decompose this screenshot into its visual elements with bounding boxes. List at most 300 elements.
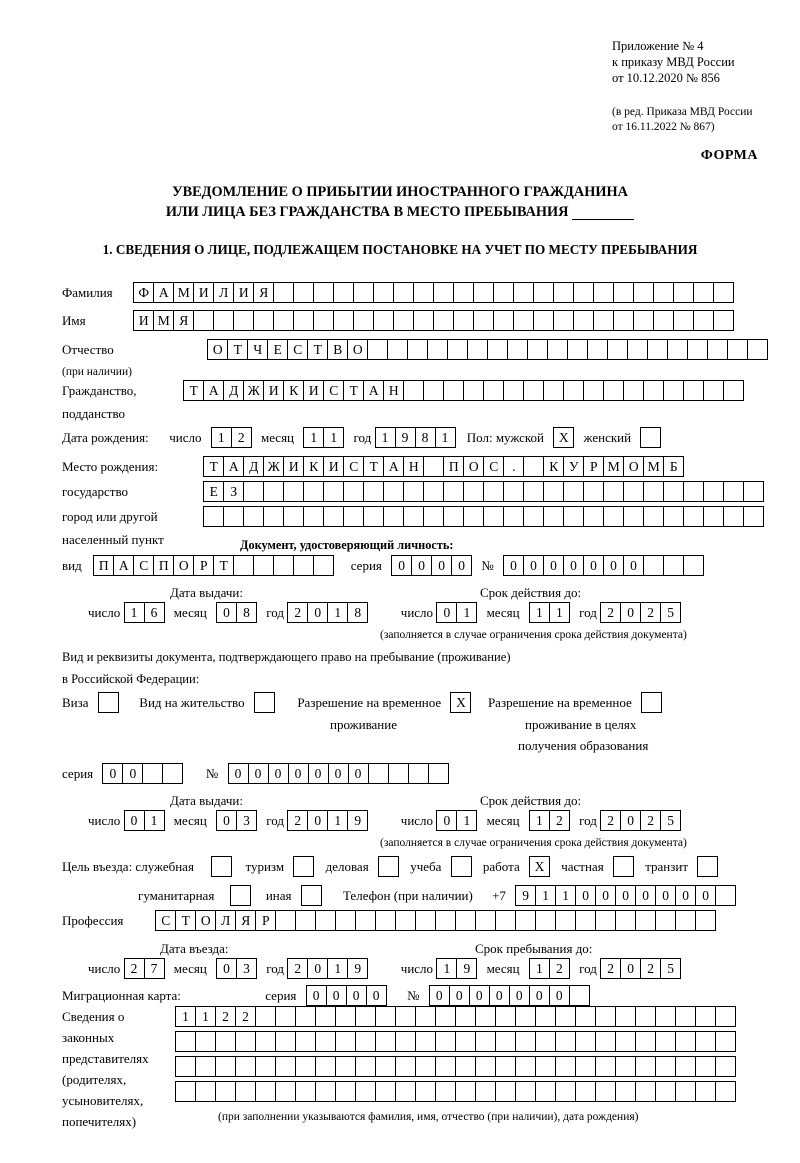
char-cell[interactable] xyxy=(475,910,496,931)
char-cell[interactable]: 2 xyxy=(640,958,661,979)
char-cell[interactable]: О xyxy=(173,555,194,576)
char-cell[interactable] xyxy=(563,506,584,527)
char-cell[interactable]: 9 xyxy=(395,427,416,448)
char-cell[interactable]: Ж xyxy=(243,380,264,401)
char-cell[interactable] xyxy=(315,1081,336,1102)
char-cell[interactable] xyxy=(473,282,494,303)
char-cell[interactable]: М xyxy=(603,456,624,477)
char-cell[interactable] xyxy=(555,1081,576,1102)
char-cell[interactable] xyxy=(408,763,429,784)
temp-residence-checkbox[interactable]: Х xyxy=(450,692,471,713)
char-cell[interactable] xyxy=(427,339,448,360)
char-cell[interactable] xyxy=(295,1031,316,1052)
char-cell[interactable] xyxy=(595,1081,616,1102)
char-cell[interactable] xyxy=(463,481,484,502)
char-cell[interactable] xyxy=(593,310,614,331)
char-cell[interactable]: Д xyxy=(223,380,244,401)
char-cell[interactable]: М xyxy=(643,456,664,477)
char-cell[interactable] xyxy=(523,506,544,527)
char-cell[interactable]: 9 xyxy=(347,810,368,831)
char-cell[interactable] xyxy=(293,282,314,303)
char-cell[interactable]: М xyxy=(153,310,174,331)
char-cell[interactable]: Ж xyxy=(263,456,284,477)
char-cell[interactable]: Я xyxy=(173,310,194,331)
char-cell[interactable] xyxy=(655,1081,676,1102)
char-cell[interactable]: С xyxy=(133,555,154,576)
char-cell[interactable] xyxy=(403,481,424,502)
char-cell[interactable]: А xyxy=(383,456,404,477)
char-cell[interactable] xyxy=(388,763,409,784)
sex-male-checkbox[interactable]: Х xyxy=(553,427,574,448)
char-cell[interactable]: 0 xyxy=(102,763,123,784)
char-cell[interactable]: 0 xyxy=(595,885,616,906)
char-cell[interactable] xyxy=(335,1031,356,1052)
char-cell[interactable] xyxy=(583,506,604,527)
char-cell[interactable]: Б xyxy=(663,456,684,477)
char-cell[interactable]: 0 xyxy=(216,958,237,979)
char-cell[interactable]: 1 xyxy=(211,427,232,448)
char-cell[interactable]: Т xyxy=(227,339,248,360)
char-cell[interactable]: Я xyxy=(235,910,256,931)
char-cell[interactable] xyxy=(575,1031,596,1052)
char-cell[interactable] xyxy=(655,910,676,931)
char-cell[interactable] xyxy=(595,1031,616,1052)
char-cell[interactable] xyxy=(695,1031,716,1052)
char-cell[interactable] xyxy=(303,481,324,502)
char-cell[interactable] xyxy=(203,506,224,527)
char-cell[interactable] xyxy=(375,1006,396,1027)
char-cell[interactable]: 0 xyxy=(307,810,328,831)
char-cell[interactable] xyxy=(403,506,424,527)
until-year-input[interactable] xyxy=(600,958,681,979)
char-cell[interactable]: Т xyxy=(183,380,204,401)
char-cell[interactable]: 2 xyxy=(600,602,621,623)
stay-issue-month-input[interactable] xyxy=(216,810,257,831)
char-cell[interactable] xyxy=(663,506,684,527)
char-cell[interactable] xyxy=(675,1006,696,1027)
char-cell[interactable] xyxy=(543,481,564,502)
char-cell[interactable]: 5 xyxy=(660,602,681,623)
char-cell[interactable] xyxy=(373,282,394,303)
char-cell[interactable] xyxy=(175,1056,196,1077)
char-cell[interactable]: 7 xyxy=(144,958,165,979)
char-cell[interactable]: 2 xyxy=(287,958,308,979)
char-cell[interactable]: Л xyxy=(213,282,234,303)
char-cell[interactable] xyxy=(335,1081,356,1102)
until-day-input[interactable] xyxy=(436,958,477,979)
char-cell[interactable]: 2 xyxy=(549,958,570,979)
char-cell[interactable] xyxy=(555,1056,576,1077)
char-cell[interactable] xyxy=(575,1081,596,1102)
char-cell[interactable] xyxy=(513,282,534,303)
char-cell[interactable]: Р xyxy=(193,555,214,576)
char-cell[interactable] xyxy=(495,1031,516,1052)
char-cell[interactable]: 0 xyxy=(523,555,544,576)
char-cell[interactable]: 0 xyxy=(431,555,452,576)
char-cell[interactable]: 1 xyxy=(549,602,570,623)
char-cell[interactable]: 0 xyxy=(248,763,269,784)
char-cell[interactable] xyxy=(493,310,514,331)
char-cell[interactable]: Т xyxy=(203,456,224,477)
char-cell[interactable] xyxy=(363,481,384,502)
char-cell[interactable] xyxy=(275,910,296,931)
char-cell[interactable] xyxy=(355,1081,376,1102)
char-cell[interactable] xyxy=(315,910,336,931)
char-cell[interactable] xyxy=(423,456,444,477)
char-cell[interactable] xyxy=(443,380,464,401)
char-cell[interactable] xyxy=(495,1006,516,1027)
char-cell[interactable] xyxy=(655,1031,676,1052)
char-cell[interactable]: 0 xyxy=(620,810,641,831)
char-cell[interactable]: 0 xyxy=(603,555,624,576)
char-cell[interactable] xyxy=(293,555,314,576)
char-cell[interactable] xyxy=(443,481,464,502)
char-cell[interactable]: 0 xyxy=(307,958,328,979)
birthplace-input-2[interactable] xyxy=(203,481,764,502)
char-cell[interactable] xyxy=(695,1006,716,1027)
char-cell[interactable]: 2 xyxy=(287,810,308,831)
purpose-business-checkbox[interactable] xyxy=(378,856,399,877)
char-cell[interactable] xyxy=(573,310,594,331)
char-cell[interactable]: А xyxy=(113,555,134,576)
char-cell[interactable] xyxy=(295,910,316,931)
char-cell[interactable] xyxy=(483,506,504,527)
char-cell[interactable]: 0 xyxy=(216,810,237,831)
residence-permit-checkbox[interactable] xyxy=(254,692,275,713)
char-cell[interactable] xyxy=(233,555,254,576)
char-cell[interactable] xyxy=(683,555,704,576)
doc-type-input[interactable] xyxy=(93,555,334,576)
char-cell[interactable] xyxy=(635,1081,656,1102)
char-cell[interactable]: 2 xyxy=(640,810,661,831)
char-cell[interactable]: 0 xyxy=(620,602,641,623)
char-cell[interactable] xyxy=(313,555,334,576)
char-cell[interactable] xyxy=(235,1081,256,1102)
char-cell[interactable] xyxy=(142,763,163,784)
char-cell[interactable] xyxy=(373,310,394,331)
char-cell[interactable] xyxy=(235,1056,256,1077)
entry-year-input[interactable] xyxy=(287,958,368,979)
char-cell[interactable] xyxy=(707,339,728,360)
char-cell[interactable]: 2 xyxy=(215,1006,236,1027)
char-cell[interactable] xyxy=(255,1056,276,1077)
char-cell[interactable] xyxy=(273,310,294,331)
char-cell[interactable] xyxy=(595,1006,616,1027)
char-cell[interactable] xyxy=(455,1006,476,1027)
char-cell[interactable]: 1 xyxy=(175,1006,196,1027)
birthplace-input-3[interactable] xyxy=(203,506,764,527)
char-cell[interactable] xyxy=(335,910,356,931)
char-cell[interactable] xyxy=(395,1081,416,1102)
doc-valid-year-input[interactable] xyxy=(600,602,681,623)
char-cell[interactable] xyxy=(555,1006,576,1027)
char-cell[interactable]: Н xyxy=(403,456,424,477)
char-cell[interactable] xyxy=(743,481,764,502)
char-cell[interactable] xyxy=(747,339,768,360)
doc-number-input[interactable] xyxy=(503,555,704,576)
char-cell[interactable] xyxy=(315,1056,336,1077)
char-cell[interactable]: И xyxy=(283,456,304,477)
char-cell[interactable]: 0 xyxy=(391,555,412,576)
char-cell[interactable] xyxy=(633,310,654,331)
char-cell[interactable] xyxy=(535,1006,556,1027)
char-cell[interactable] xyxy=(595,1056,616,1077)
char-cell[interactable] xyxy=(453,310,474,331)
char-cell[interactable] xyxy=(333,282,354,303)
char-cell[interactable]: 1 xyxy=(124,602,145,623)
representatives-input-3[interactable] xyxy=(175,1056,736,1077)
char-cell[interactable]: О xyxy=(623,456,644,477)
char-cell[interactable] xyxy=(587,339,608,360)
purpose-humanitarian-checkbox[interactable] xyxy=(230,885,251,906)
char-cell[interactable] xyxy=(543,506,564,527)
char-cell[interactable]: 0 xyxy=(216,602,237,623)
stay-valid-month-input[interactable] xyxy=(529,810,570,831)
char-cell[interactable]: А xyxy=(203,380,224,401)
char-cell[interactable] xyxy=(495,1081,516,1102)
char-cell[interactable]: 0 xyxy=(615,885,636,906)
char-cell[interactable]: П xyxy=(93,555,114,576)
char-cell[interactable] xyxy=(355,1006,376,1027)
char-cell[interactable] xyxy=(635,1031,656,1052)
stay-issue-year-input[interactable] xyxy=(287,810,368,831)
char-cell[interactable] xyxy=(243,481,264,502)
purpose-other-checkbox[interactable] xyxy=(301,885,322,906)
stay-number-input[interactable] xyxy=(228,763,449,784)
char-cell[interactable] xyxy=(675,910,696,931)
doc-valid-day-input[interactable] xyxy=(436,602,477,623)
char-cell[interactable] xyxy=(575,1056,596,1077)
char-cell[interactable] xyxy=(673,282,694,303)
char-cell[interactable] xyxy=(315,1006,336,1027)
char-cell[interactable]: 1 xyxy=(375,427,396,448)
char-cell[interactable] xyxy=(483,380,504,401)
char-cell[interactable]: 0 xyxy=(348,763,369,784)
char-cell[interactable] xyxy=(393,282,414,303)
char-cell[interactable] xyxy=(667,339,688,360)
purpose-work-checkbox[interactable]: Х xyxy=(529,856,550,877)
char-cell[interactable] xyxy=(613,282,634,303)
char-cell[interactable] xyxy=(723,506,744,527)
char-cell[interactable] xyxy=(253,310,274,331)
char-cell[interactable]: 0 xyxy=(529,985,550,1006)
char-cell[interactable] xyxy=(435,1081,456,1102)
char-cell[interactable] xyxy=(475,1081,496,1102)
char-cell[interactable] xyxy=(433,310,454,331)
citizenship-input[interactable] xyxy=(183,380,744,401)
char-cell[interactable] xyxy=(195,1081,216,1102)
char-cell[interactable] xyxy=(463,506,484,527)
char-cell[interactable] xyxy=(162,763,183,784)
char-cell[interactable]: С xyxy=(343,456,364,477)
char-cell[interactable] xyxy=(675,1081,696,1102)
char-cell[interactable] xyxy=(583,380,604,401)
char-cell[interactable]: 0 xyxy=(436,602,457,623)
char-cell[interactable]: 0 xyxy=(308,763,329,784)
char-cell[interactable] xyxy=(695,1056,716,1077)
char-cell[interactable] xyxy=(647,339,668,360)
char-cell[interactable]: О xyxy=(195,910,216,931)
char-cell[interactable] xyxy=(615,910,636,931)
char-cell[interactable]: Н xyxy=(383,380,404,401)
representatives-input-1[interactable] xyxy=(175,1006,736,1027)
char-cell[interactable] xyxy=(653,310,674,331)
char-cell[interactable]: П xyxy=(153,555,174,576)
char-cell[interactable] xyxy=(607,339,628,360)
char-cell[interactable]: И xyxy=(323,456,344,477)
char-cell[interactable] xyxy=(375,1031,396,1052)
char-cell[interactable] xyxy=(383,506,404,527)
char-cell[interactable]: У xyxy=(563,456,584,477)
char-cell[interactable]: 1 xyxy=(327,958,348,979)
phone-input[interactable] xyxy=(515,885,736,906)
char-cell[interactable] xyxy=(335,1056,356,1077)
char-cell[interactable]: И xyxy=(193,282,214,303)
char-cell[interactable] xyxy=(367,339,388,360)
char-cell[interactable]: К xyxy=(303,456,324,477)
char-cell[interactable]: О xyxy=(207,339,228,360)
char-cell[interactable] xyxy=(428,763,449,784)
char-cell[interactable] xyxy=(515,1081,536,1102)
char-cell[interactable] xyxy=(615,1056,636,1077)
char-cell[interactable]: К xyxy=(283,380,304,401)
char-cell[interactable]: Ч xyxy=(247,339,268,360)
char-cell[interactable] xyxy=(575,1006,596,1027)
char-cell[interactable] xyxy=(475,1056,496,1077)
char-cell[interactable] xyxy=(613,310,634,331)
char-cell[interactable]: 1 xyxy=(327,602,348,623)
char-cell[interactable] xyxy=(507,339,528,360)
char-cell[interactable] xyxy=(275,1056,296,1077)
char-cell[interactable] xyxy=(423,506,444,527)
char-cell[interactable] xyxy=(615,1031,636,1052)
char-cell[interactable]: 1 xyxy=(529,958,550,979)
char-cell[interactable] xyxy=(395,1056,416,1077)
char-cell[interactable] xyxy=(703,481,724,502)
char-cell[interactable]: 0 xyxy=(326,985,347,1006)
char-cell[interactable] xyxy=(435,1006,456,1027)
char-cell[interactable] xyxy=(215,1081,236,1102)
char-cell[interactable] xyxy=(255,1006,276,1027)
char-cell[interactable] xyxy=(635,1006,656,1027)
visa-checkbox[interactable] xyxy=(98,692,119,713)
char-cell[interactable] xyxy=(233,310,254,331)
char-cell[interactable] xyxy=(275,1081,296,1102)
char-cell[interactable] xyxy=(368,763,389,784)
profession-input[interactable] xyxy=(155,910,716,931)
char-cell[interactable]: 1 xyxy=(327,810,348,831)
char-cell[interactable] xyxy=(435,910,456,931)
char-cell[interactable] xyxy=(643,555,664,576)
char-cell[interactable] xyxy=(683,481,704,502)
char-cell[interactable]: 0 xyxy=(122,763,143,784)
char-cell[interactable] xyxy=(355,1031,376,1052)
char-cell[interactable] xyxy=(235,1031,256,1052)
char-cell[interactable] xyxy=(215,1031,236,1052)
char-cell[interactable]: С xyxy=(287,339,308,360)
char-cell[interactable]: И xyxy=(133,310,154,331)
char-cell[interactable]: 0 xyxy=(623,555,644,576)
char-cell[interactable] xyxy=(395,1031,416,1052)
char-cell[interactable] xyxy=(463,380,484,401)
char-cell[interactable]: 8 xyxy=(236,602,257,623)
char-cell[interactable] xyxy=(223,506,244,527)
char-cell[interactable] xyxy=(695,1081,716,1102)
char-cell[interactable] xyxy=(533,310,554,331)
char-cell[interactable] xyxy=(533,282,554,303)
char-cell[interactable]: Д xyxy=(243,456,264,477)
char-cell[interactable]: Я xyxy=(253,282,274,303)
doc-issue-month-input[interactable] xyxy=(216,602,257,623)
char-cell[interactable] xyxy=(293,310,314,331)
char-cell[interactable] xyxy=(387,339,408,360)
char-cell[interactable]: К xyxy=(543,456,564,477)
char-cell[interactable]: Л xyxy=(215,910,236,931)
purpose-study-checkbox[interactable] xyxy=(451,856,472,877)
char-cell[interactable] xyxy=(355,1056,376,1077)
char-cell[interactable]: 0 xyxy=(228,763,249,784)
char-cell[interactable] xyxy=(515,1031,536,1052)
char-cell[interactable] xyxy=(675,1056,696,1077)
char-cell[interactable]: 0 xyxy=(583,555,604,576)
char-cell[interactable] xyxy=(253,555,274,576)
doc-series-input[interactable] xyxy=(391,555,472,576)
char-cell[interactable]: 0 xyxy=(503,555,524,576)
char-cell[interactable]: Р xyxy=(583,456,604,477)
char-cell[interactable]: 0 xyxy=(469,985,490,1006)
char-cell[interactable]: 0 xyxy=(411,555,432,576)
char-cell[interactable]: О xyxy=(463,456,484,477)
char-cell[interactable] xyxy=(715,885,736,906)
char-cell[interactable] xyxy=(413,282,434,303)
char-cell[interactable]: 0 xyxy=(563,555,584,576)
char-cell[interactable] xyxy=(195,1056,216,1077)
stay-issue-day-input[interactable] xyxy=(124,810,165,831)
char-cell[interactable]: 0 xyxy=(328,763,349,784)
char-cell[interactable] xyxy=(503,380,524,401)
char-cell[interactable] xyxy=(295,1056,316,1077)
char-cell[interactable] xyxy=(467,339,488,360)
char-cell[interactable] xyxy=(635,910,656,931)
char-cell[interactable]: 9 xyxy=(515,885,536,906)
char-cell[interactable] xyxy=(443,506,464,527)
char-cell[interactable]: В xyxy=(327,339,348,360)
char-cell[interactable] xyxy=(603,380,624,401)
char-cell[interactable] xyxy=(503,481,524,502)
char-cell[interactable]: 1 xyxy=(535,885,556,906)
char-cell[interactable]: М xyxy=(173,282,194,303)
char-cell[interactable]: 2 xyxy=(600,810,621,831)
char-cell[interactable] xyxy=(723,380,744,401)
char-cell[interactable]: Е xyxy=(267,339,288,360)
char-cell[interactable] xyxy=(715,1056,736,1077)
char-cell[interactable] xyxy=(323,506,344,527)
char-cell[interactable] xyxy=(713,282,734,303)
char-cell[interactable]: 0 xyxy=(695,885,716,906)
char-cell[interactable] xyxy=(663,380,684,401)
char-cell[interactable]: Е xyxy=(203,481,224,502)
char-cell[interactable] xyxy=(633,282,654,303)
char-cell[interactable] xyxy=(523,380,544,401)
char-cell[interactable] xyxy=(275,1006,296,1027)
char-cell[interactable]: 0 xyxy=(451,555,472,576)
char-cell[interactable] xyxy=(535,1081,556,1102)
char-cell[interactable]: 2 xyxy=(600,958,621,979)
char-cell[interactable] xyxy=(553,310,574,331)
char-cell[interactable] xyxy=(275,1031,296,1052)
char-cell[interactable]: А xyxy=(363,380,384,401)
char-cell[interactable] xyxy=(295,1081,316,1102)
